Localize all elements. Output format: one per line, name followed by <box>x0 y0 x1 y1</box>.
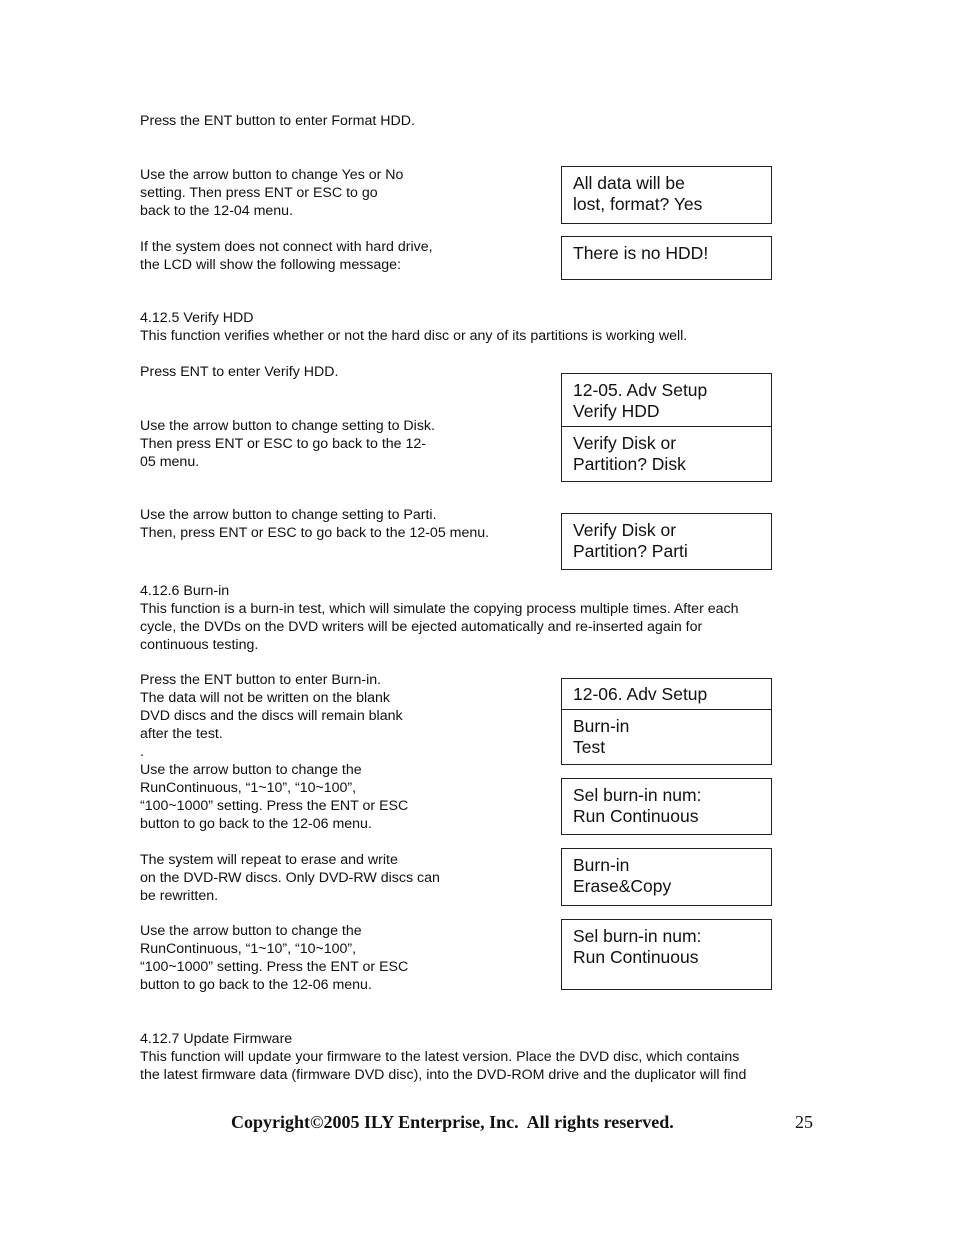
lcd-burn-in <box>561 678 772 765</box>
copyright-footer: Copyright©2005 ILY Enterprise, Inc. All rights reserved. <box>231 1112 674 1132</box>
lcd-verify-parti <box>561 513 772 570</box>
lcd-menu-title: 12-05. Adv Setup Verify HDD <box>573 380 708 421</box>
instruction-setting-parti: Use the arrow button to change setting to Parti. Then, press ENT or ESC to go back to the 12-05 menu. <box>140 507 490 541</box>
lcd-text: Sel burn-in num: Run Continuous <box>573 926 702 967</box>
instruction-format-hdd: Press the ENT button to enter Format HDD. <box>140 113 415 129</box>
instruction-setting-disk: Use the arrow button to change setting to Disk. Then press ENT or ESC to go back to the 12- 05 menu. <box>140 418 435 470</box>
section-heading-verify-hdd: 4.12.5 Verify HDD <box>140 310 254 326</box>
section-heading-update-firmware: 4.12.7 Update Firmware <box>140 1031 293 1047</box>
instruction-yes-no: Use the arrow button to change Yes or No setting. Then press ENT or ESC to go back to the 12-04 menu. <box>140 167 404 219</box>
instruction-enter-verify: Press ENT to enter Verify HDD. <box>140 364 339 380</box>
lcd-burn-in-erase <box>561 848 772 906</box>
lcd-text: Burn-in Erase&Copy <box>573 855 672 896</box>
lcd-sel-burn-in-num <box>561 778 772 835</box>
lcd-text: There is no HDD! <box>573 243 709 263</box>
page-number: 25 <box>795 1112 813 1132</box>
paragraph-burn-in-description: This function is a burn-in test, which will simulate the copying process multiple times. After each cycle, the DVDs on the DVD writers will be ejected automatically and re-inserted again for continuous testing. <box>140 601 739 653</box>
lcd-text: Verify Disk or Partition? Parti <box>573 520 688 561</box>
instruction-no-hdd: If the system does not connect with hard drive, the LCD will show the following message: <box>140 239 433 273</box>
instruction-enter-burn-in: Press the ENT button to enter Burn-in. The data will not be written on the blank DVD discs and the discs will remain blank after the test. . Use the arrow button to change the RunContinuous, “1~10”, “10~100”, “100~1000” setting. Press the ENT or ESC button to go back to the 12-06 menu. <box>140 672 409 832</box>
lcd-verify-hdd <box>561 373 772 482</box>
lcd-text: All data will be lost, format? Yes <box>573 173 703 214</box>
lcd-text: Burn-in Test <box>562 709 771 764</box>
lcd-sel-burn-in-num <box>561 919 772 990</box>
paragraph-update-description: This function will update your firmware to the latest version. Place the DVD disc, which contains the latest firmware data (firmware DVD disc), into the DVD-ROM drive and the duplicator will find <box>140 1049 747 1083</box>
lcd-text: Sel burn-in num: Run Continuous <box>573 785 702 826</box>
instruction-erase-write: The system will repeat to erase and write on the DVD-RW discs. Only DVD-RW discs can be rewritten. <box>140 852 440 904</box>
lcd-no-hdd <box>561 236 772 280</box>
lcd-format-confirm <box>561 166 772 224</box>
section-heading-burn-in: 4.12.6 Burn-in <box>140 583 230 599</box>
instruction-run-continuous: Use the arrow button to change the RunContinuous, “1~10”, “10~100”, “100~1000” setting. Press the ENT or ESC button to go back to the 12-06 menu. <box>140 923 409 993</box>
lcd-text: Verify Disk or Partition? Disk <box>562 426 771 481</box>
lcd-menu-title: 12-06. Adv Setup <box>573 684 708 704</box>
paragraph-verify-description: This function verifies whether or not the hard disc or any of its partitions is working well. <box>140 328 688 344</box>
